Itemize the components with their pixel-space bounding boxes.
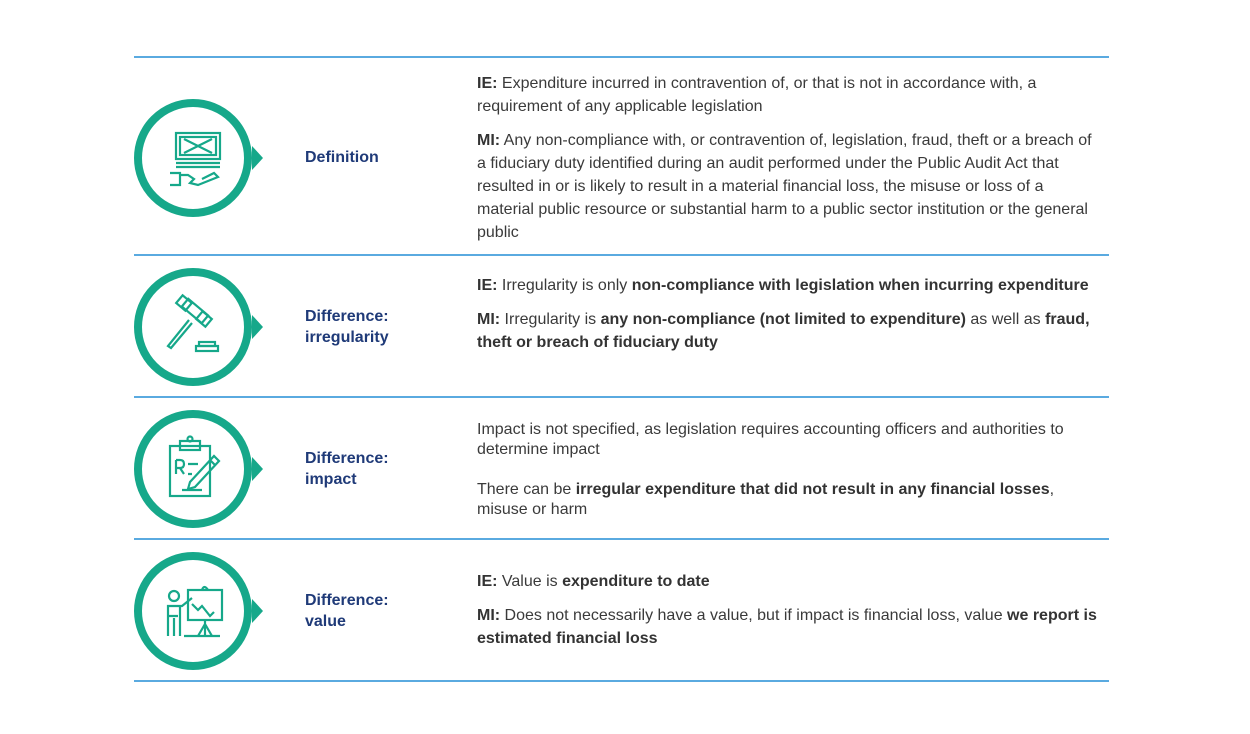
- row-label: Difference: value: [305, 592, 389, 630]
- divider: [134, 680, 1109, 682]
- row-content: Impact is not specified, as legislation requires accounting officers and authorities to determine impact There can be irregular expenditure that did not result in any financial losses, misuse or harm: [477, 421, 1064, 518]
- row-definition: [134, 58, 1109, 254]
- comparison-table: [134, 56, 1109, 682]
- row-label: Definition: [305, 149, 379, 166]
- money-in-hand-icon: [158, 123, 228, 193]
- row-content: IE: Expenditure incurred in contravention of, or that is not in accordance with, a requirement of any applicable legislation MI: Any non-compliance with, or contravention of, legislation, fraud, theft or a breach of a fiduciary duty identified during an audit performed under the Public Audit Act that resulted in or is likely to result in a material financial loss, the misuse or loss of a material public resource or substantial harm to a public sector institution or the general public: [477, 75, 1092, 241]
- row-label: Difference: irregularity: [305, 308, 389, 346]
- gavel-icon: [158, 292, 228, 362]
- icon-badge: [134, 99, 264, 217]
- icon-badge: [134, 552, 264, 670]
- row-value: [134, 540, 1109, 680]
- row-content: IE: Irregularity is only non-compliance with legislation when incurring expenditure MI: Irregularity is any non-compliance (not limited to expenditure) as well as fraud, theft or breach of fiduciary duty: [477, 277, 1090, 351]
- row-irregularity: [134, 256, 1109, 396]
- row-content: IE: Value is expenditure to date MI: Does not necessarily have a value, but if impact is financial loss, value we report is estimated financial loss: [477, 573, 1097, 647]
- presenter-chart-icon: [158, 576, 228, 646]
- clipboard-pencil-icon: [158, 434, 228, 504]
- icon-badge: [134, 410, 264, 528]
- row-impact: [134, 398, 1109, 538]
- row-label: Difference: impact: [305, 450, 389, 488]
- icon-badge: [134, 268, 264, 386]
